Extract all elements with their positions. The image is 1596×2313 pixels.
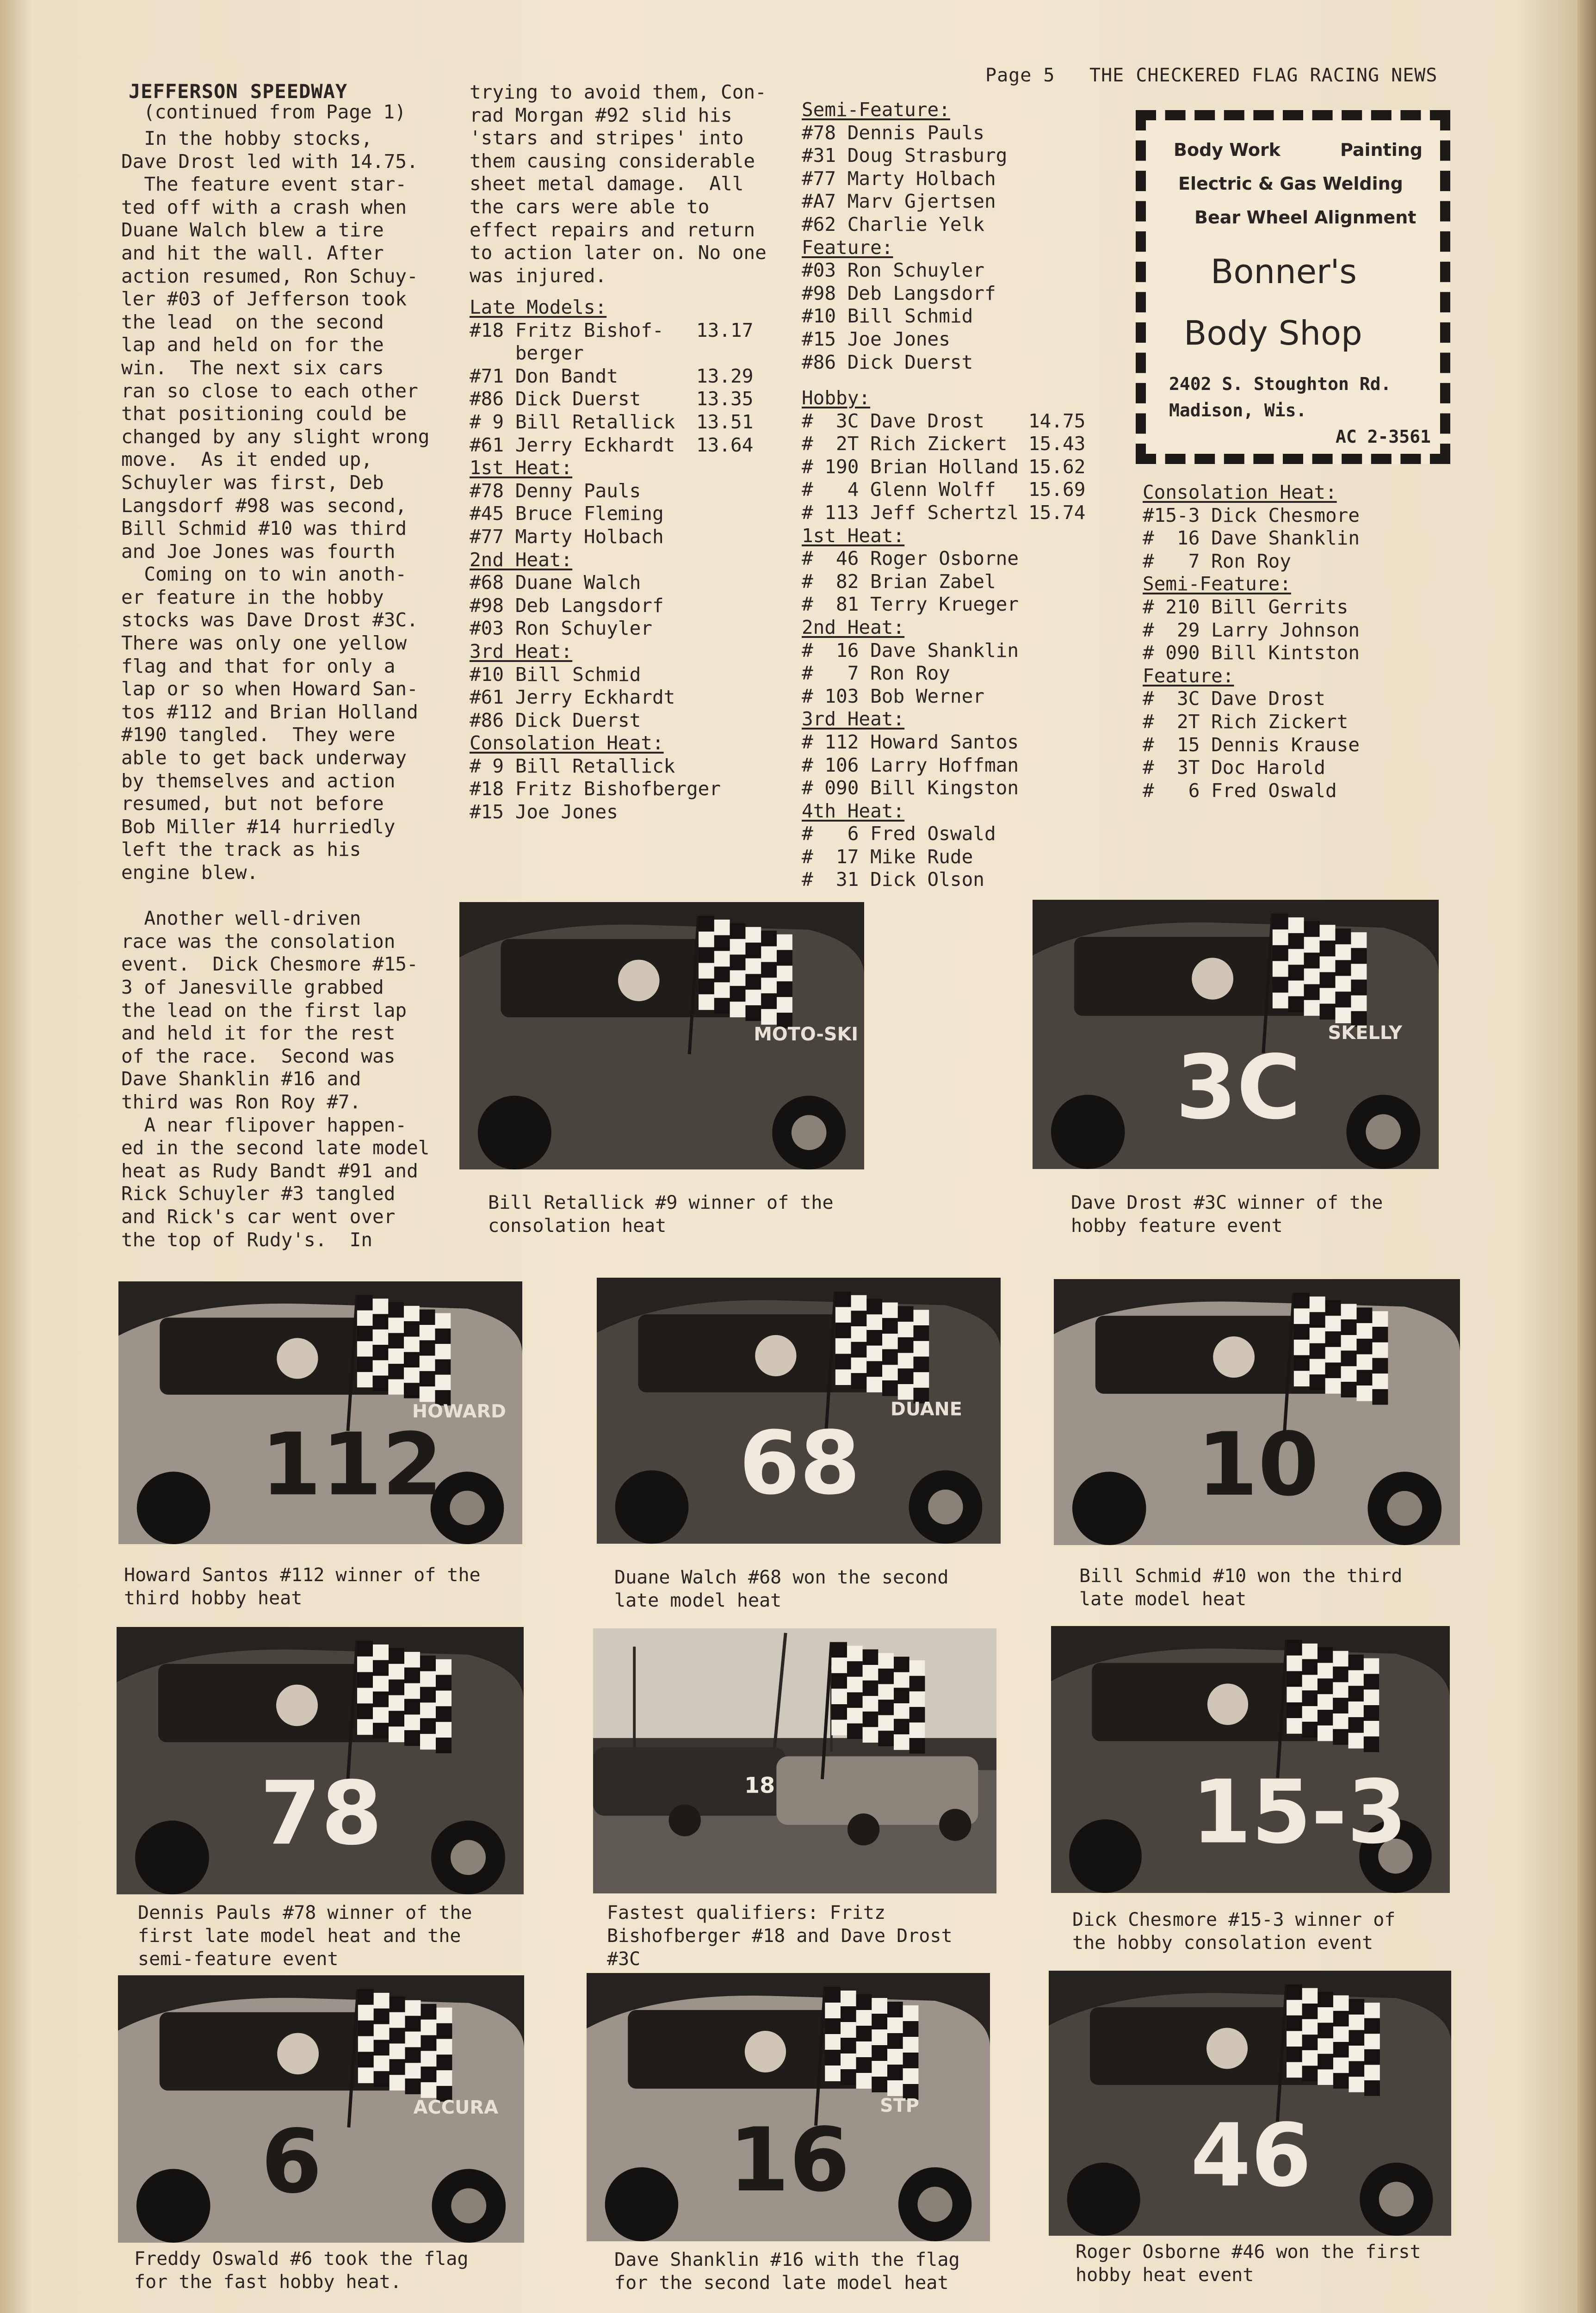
results-entry	[802, 190, 1107, 213]
race-photo	[1049, 1971, 1451, 2236]
qualifying-time: 14.75	[1028, 409, 1086, 432]
results-entry	[802, 593, 1107, 616]
text-line: and held it for the rest	[121, 1022, 396, 1045]
results-entry	[470, 388, 756, 411]
text-line: trying to avoid them, Con-	[470, 81, 767, 103]
car-number: 16	[729, 2109, 850, 2212]
results-entry-name: #15 Joe Jones	[470, 801, 618, 823]
race-photo	[597, 1278, 1001, 1544]
results-entry-name: # 7 Ron Roy	[1143, 550, 1291, 572]
results-entry-name: #03 Ron Schuyler	[802, 259, 984, 282]
results-entry-name: # 090 Bill Kingston	[802, 777, 1019, 799]
results-entry-name: # 3T Doc Harold	[1143, 756, 1325, 779]
text-line: event. Dick Chesmore #15-	[121, 953, 418, 976]
text-line: the cars were able to	[470, 195, 710, 218]
text-line: stocks was Dave Drost #3C.	[121, 609, 418, 631]
qualifying-time: 13.35	[696, 388, 754, 410]
car-decal: MOTO-SKI	[754, 1023, 859, 1045]
race-photo	[459, 902, 864, 1169]
race-photo	[1051, 1626, 1450, 1893]
results-entry-name: # 113 Jeff Schertzl	[802, 501, 1019, 524]
race-photo	[118, 1975, 524, 2243]
text-line: Duane Walch blew a tire	[121, 219, 384, 241]
car-number: 10	[1197, 1414, 1319, 1515]
results-entry	[802, 259, 1107, 282]
photo-caption: Bill Retallick #9 winner of the consolation heat	[488, 1192, 834, 1237]
text-line: lap and held on for the	[121, 334, 384, 356]
text-line: the lead on the first lap	[121, 999, 407, 1021]
results-entry-name: #61 Jerry Eckhardt	[470, 433, 675, 456]
results-entry	[470, 571, 756, 594]
qualifying-time: 13.64	[696, 433, 754, 456]
car-decal: SKELLY	[1328, 1022, 1402, 1044]
photo-caption: Howard Santos #112 winner of the third hobby heat	[124, 1565, 481, 1609]
photo-caption: Roger Osborne #46 won the first hobby heat event	[1076, 2241, 1421, 2286]
results-entry-name: # 15 Dennis Krause	[1143, 733, 1360, 756]
text-line: the top of Rudy's. In	[121, 1228, 373, 1251]
results-entry	[1143, 687, 1448, 711]
results-entry-name: #03 Ron Schuyler	[470, 617, 652, 640]
photo-caption: Bill Schmid #10 won the third late model heat	[1079, 1565, 1403, 1610]
results-entry-name: #68 Duane Walch	[470, 571, 641, 594]
results-section-heading	[802, 708, 1107, 731]
results-entry	[470, 502, 756, 526]
results-entry	[470, 342, 756, 365]
results-entry	[1143, 779, 1448, 803]
results-entry-name: # 9 Bill Retallick	[470, 410, 675, 433]
car-decal: HOWARD	[412, 1401, 506, 1422]
results-entry-name: # 6 Fred Oswald	[1143, 779, 1337, 802]
results-entry	[802, 501, 1107, 525]
results-entry	[470, 778, 756, 801]
results-entry-name: #45 Bruce Fleming	[470, 502, 664, 525]
results-entry-name: # 3C Dave Drost	[1143, 687, 1325, 710]
ad-shop-name-1: Bonner's	[1211, 252, 1357, 291]
results-entry-name: # 16 Dave Shanklin	[802, 639, 1019, 662]
results-entry-name: # 7 Ron Roy	[802, 662, 950, 685]
results-entry-name: #10 Bill Schmid	[802, 305, 973, 328]
car-number: 6	[261, 2110, 322, 2213]
text-line: them causing considerable	[470, 149, 755, 172]
results-entry	[470, 686, 756, 709]
publication-name: THE CHECKERED FLAG RACING NEWS	[1089, 65, 1438, 86]
photo-caption: Fastest qualifiers: Fritz Bishofberger #18 and Dave Drost #3C	[607, 1902, 953, 1970]
results-entry	[802, 639, 1107, 662]
text-line: changed by any slight wrong	[121, 425, 430, 448]
results-section-heading	[1143, 481, 1448, 504]
results-entry-name: #98 Deb Langsdorf	[802, 282, 996, 304]
results-entry-name: Consolation Heat:	[1143, 481, 1337, 503]
photo-caption: Dick Chesmore #15-3 winner of the hobby consolation event	[1072, 1909, 1396, 1954]
photo-caption: Dennis Pauls #78 winner of the first late model heat and the semi-feature event	[138, 1902, 472, 1970]
results-section-heading	[802, 525, 1107, 548]
text-line: #190 tangled. They were	[121, 724, 396, 746]
text-line: was injured.	[470, 264, 607, 287]
article-column-2	[470, 81, 767, 287]
ad-welding: Electric & Gas Welding	[1178, 173, 1403, 194]
qualifying-time: 13.17	[696, 319, 754, 341]
qualifying-time: 15.43	[1028, 433, 1086, 455]
results-entry	[470, 755, 756, 778]
photo-caption: Dave Shanklin #16 with the flag for the second late model heat	[614, 2249, 960, 2294]
ad-address-1: 2402 S. Stoughton Rd.	[1169, 374, 1392, 394]
results-entry	[802, 731, 1107, 754]
car-number: 3C	[1175, 1036, 1301, 1139]
page-edge	[1577, 0, 1596, 2313]
results-entry-name: # 81 Terry Krueger	[802, 593, 1019, 616]
bonners-body-shop-ad	[1136, 110, 1450, 464]
results-entry-name: #61 Jerry Eckhardt	[470, 686, 675, 709]
results-entry-name: # 29 Larry Johnson	[1143, 618, 1360, 641]
results-entry	[802, 823, 1107, 846]
results-entry	[802, 456, 1107, 479]
photo-caption: Duane Walch #68 won the second late model heat	[614, 1567, 949, 1611]
results-entry	[802, 846, 1107, 869]
text-line: that positioning could be	[121, 402, 407, 425]
results-entry-name: #18 Fritz Bishof-	[470, 319, 664, 341]
results-entry	[470, 617, 756, 640]
results-entry-name: 1st Heat:	[802, 524, 905, 547]
results-section-heading	[470, 640, 756, 663]
text-line: lap or so when Howard San-	[121, 678, 418, 700]
results-entry-name: # 82 Brian Zabel	[802, 570, 996, 593]
results-entry-name: Semi-Feature:	[1143, 573, 1291, 595]
results-entry-name: # 2T Rich Zickert	[1143, 710, 1349, 733]
text-line: Bob Miller #14 hurriedly	[121, 815, 396, 838]
text-line: 'stars and stripes' into	[470, 127, 744, 149]
photo-caption: Dave Drost #3C winner of the hobby feature event	[1071, 1192, 1383, 1237]
results-section-heading	[470, 296, 756, 319]
results-entry	[470, 365, 756, 388]
results-entry-name: # 210 Bill Gerrits	[1143, 595, 1349, 618]
late-model-feature-results	[802, 99, 1107, 374]
text-line: to action later on. No one	[470, 241, 767, 264]
text-line: engine blew.	[121, 861, 259, 884]
text-line: third was Ron Roy #7.	[121, 1090, 361, 1113]
text-line: win. The next six cars	[121, 356, 384, 379]
results-entry-name: # 3C Dave Drost	[802, 409, 984, 432]
results-section-heading	[1143, 665, 1448, 688]
text-line	[121, 884, 429, 908]
text-line: Langsdorf #98 was second,	[121, 494, 407, 517]
results-section-heading	[1143, 573, 1448, 596]
text-line: and Rick's car went over	[121, 1205, 396, 1228]
results-entry-name: # 4 Glenn Wolff	[802, 478, 996, 501]
results-entry-name: Late Models:	[470, 296, 607, 318]
race-photo	[587, 1973, 990, 2241]
text-line: The feature event star-	[121, 173, 407, 196]
results-entry-name: Hobby:	[802, 387, 871, 409]
car-number: 78	[260, 1762, 383, 1865]
text-line: ler #03 of Jefferson took	[121, 288, 407, 310]
results-entry	[802, 662, 1107, 685]
results-entry	[470, 709, 756, 732]
results-entry-name: # 46 Roger Osborne	[802, 547, 1019, 570]
results-entry-name: berger	[470, 342, 584, 365]
text-line: left the track as his	[121, 838, 361, 861]
results-entry-name: #31 Doug Strasburg	[802, 144, 1008, 167]
results-entry-name: #86 Dick Duerst	[470, 709, 641, 731]
text-line: ed in the second late model	[121, 1137, 430, 1159]
car-number: 15-3	[1191, 1762, 1407, 1863]
text-line: Rick Schuyler #3 tangled	[121, 1182, 396, 1205]
text-line: the lead on the second	[121, 310, 384, 333]
results-entry	[802, 328, 1107, 351]
results-entry-name: #86 Dick Duerst	[470, 388, 641, 410]
text-line: action resumed, Ron Schuy-	[121, 265, 418, 287]
text-line: flag and that for only a	[121, 655, 396, 677]
results-section-heading	[802, 616, 1107, 639]
results-entry-name: Feature:	[1143, 664, 1234, 687]
results-entry-name: # 6 Fred Oswald	[802, 823, 996, 845]
race-photo	[1033, 900, 1439, 1169]
results-entry-name: Semi-Feature:	[802, 99, 950, 121]
results-entry-name: #77 Marty Holbach	[802, 167, 996, 190]
car-number: 112	[260, 1415, 443, 1515]
results-entry-name: #62 Charlie Yelk	[802, 213, 984, 235]
results-entry-name: #10 Bill Schmid	[470, 663, 641, 686]
results-entry	[802, 433, 1107, 456]
results-section-heading	[802, 800, 1107, 823]
results-entry	[470, 526, 756, 549]
results-entry-name: # 16 Dave Shanklin	[1143, 527, 1360, 550]
text-line: 3 of Janesville grabbed	[121, 976, 384, 998]
results-entry-name: #18 Fritz Bishofberger	[470, 778, 721, 800]
ad-phone: AC 2-3561	[1336, 427, 1431, 447]
results-entry-name: #78 Dennis Pauls	[802, 121, 984, 144]
text-line: tos #112 and Brian Holland	[121, 700, 418, 723]
qualifying-time: 15.74	[1028, 501, 1086, 524]
qualifying-time: 15.69	[1028, 478, 1086, 501]
results-entry	[802, 144, 1107, 167]
race-photo	[117, 1627, 524, 1894]
results-entry-name: 2nd Heat:	[470, 548, 573, 571]
results-entry	[802, 351, 1107, 374]
results-entry-name: #98 Deb Langsdorf	[470, 594, 664, 617]
text-line: effect repairs and return	[470, 218, 755, 241]
results-entry	[802, 777, 1107, 800]
results-entry	[470, 801, 756, 824]
results-entry-name: 2nd Heat:	[802, 616, 905, 638]
text-line: Bill Schmid #10 was third	[121, 517, 407, 540]
results-entry	[470, 480, 756, 503]
text-line: er feature in the hobby	[121, 586, 384, 608]
text-line: Dave Shanklin #16 and	[121, 1068, 361, 1090]
results-entry-name: #78 Denny Pauls	[470, 479, 641, 502]
car-decal: DUANE	[890, 1398, 962, 1420]
race-photo	[1054, 1279, 1460, 1545]
text-line: Another well-driven	[121, 907, 361, 930]
results-entry-name: # 31 Dick Olson	[802, 868, 984, 891]
ad-body-work: Body Work	[1174, 140, 1281, 160]
results-entry	[1143, 711, 1448, 734]
results-entry	[802, 570, 1107, 594]
results-entry-name: #77 Marty Holbach	[470, 525, 664, 548]
results-entry	[802, 167, 1107, 191]
text-line: and Joe Jones was fourth	[121, 540, 396, 563]
results-entry	[1143, 596, 1448, 619]
text-line: In the hobby stocks,	[121, 127, 373, 149]
text-line: A near flipover happen-	[121, 1113, 407, 1136]
results-entry	[470, 411, 756, 434]
results-entry-name: # 2T Rich Zickert	[802, 433, 1008, 455]
car-number: 18	[744, 1773, 775, 1799]
text-line: Dave Drost led with 14.75.	[121, 150, 418, 173]
race-photo	[593, 1628, 996, 1893]
text-line: and hit the wall. After	[121, 241, 384, 264]
text-line: Coming on to win anoth-	[121, 563, 407, 586]
results-entry	[802, 122, 1107, 145]
results-section-heading	[802, 236, 1107, 260]
results-entry-name: #15 Joe Jones	[802, 328, 950, 350]
results-entry-name: # 103 Bob Werner	[802, 685, 984, 707]
results-entry-name: #86 Dick Duerst	[802, 351, 973, 373]
results-entry-name: 3rd Heat:	[802, 708, 905, 730]
results-entry-name: #15-3 Dick Chesmore	[1143, 504, 1360, 526]
results-section-heading	[802, 387, 1107, 410]
qualifying-time: 13.51	[696, 410, 754, 433]
results-section-heading	[470, 549, 756, 572]
results-entry	[1143, 734, 1448, 757]
text-line: move. As it ended up,	[121, 448, 373, 471]
results-entry-name: #71 Don Bandt	[470, 365, 618, 387]
results-entry	[802, 282, 1107, 305]
text-line: Schuyler was first, Deb	[121, 471, 384, 494]
results-entry	[1143, 504, 1448, 527]
results-entry-name: 4th Heat:	[802, 799, 905, 822]
results-entry	[1143, 550, 1448, 573]
text-line: resumed, but not before	[121, 792, 384, 815]
car-decal: ACCURA	[413, 2097, 498, 2118]
results-entry-name: # 17 Mike Rude	[802, 845, 973, 868]
text-line: ted off with a crash when	[121, 196, 407, 218]
results-entry	[802, 685, 1107, 708]
race-photo	[118, 1281, 522, 1544]
results-section-heading	[470, 457, 756, 480]
car-decal: STP	[880, 2095, 919, 2117]
ad-alignment: Bear Wheel Alignment	[1194, 207, 1417, 228]
text-line: rad Morgan #92 slid his	[470, 104, 732, 126]
results-entry	[802, 868, 1107, 891]
results-entry-name: # 190 Brian Holland	[802, 455, 1019, 478]
results-entry-name: Consolation Heat:	[470, 732, 664, 755]
page-number: Page 5	[985, 65, 1055, 86]
results-entry	[1143, 756, 1448, 779]
qualifying-time: 13.29	[696, 365, 754, 387]
results-entry-name: # 112 Howard Santos	[802, 730, 1019, 753]
text-line: ran so close to each other	[121, 379, 418, 402]
car-number: 68	[739, 1413, 860, 1514]
results-entry-name: 3rd Heat:	[470, 640, 573, 662]
results-entry	[470, 434, 756, 457]
text-line: heat as Rudy Bandt #91 and	[121, 1159, 418, 1182]
results-entry-name: # 106 Larry Hoffman	[802, 754, 1019, 776]
results-entry	[802, 754, 1107, 777]
ad-address-2: Madison, Wis.	[1169, 400, 1307, 421]
text-line: of the race. Second was	[121, 1045, 396, 1067]
text-line: able to get back underway	[121, 747, 407, 769]
results-entry-name: # 090 Bill Kintston	[1143, 642, 1360, 664]
ad-painting: Painting	[1340, 140, 1423, 160]
article-column-1	[121, 127, 429, 1251]
results-entry	[802, 547, 1107, 570]
results-section-heading	[470, 732, 756, 755]
results-entry-name: #A7 Marv Gjertsen	[802, 190, 996, 213]
results-entry-name: # 9 Bill Retallick	[470, 755, 675, 777]
results-entry	[802, 478, 1107, 501]
results-entry	[470, 663, 756, 686]
late-model-results	[470, 296, 756, 824]
photo-caption: Freddy Oswald #6 took the flag for the fast hobby heat.	[134, 2248, 469, 2293]
article-title: JEFFERSON SPEEDWAY	[129, 80, 348, 103]
results-entry	[1143, 527, 1448, 550]
results-entry	[802, 305, 1107, 328]
results-entry	[1143, 642, 1448, 665]
results-section-heading	[802, 99, 1107, 122]
car-number: 46	[1190, 2105, 1311, 2207]
text-line: sheet metal damage. All	[470, 173, 744, 195]
results-entry	[470, 319, 756, 342]
results-entry	[470, 594, 756, 618]
ad-shop-name-2: Body Shop	[1184, 314, 1362, 353]
results-entry-name: Feature:	[802, 236, 893, 259]
hobby-feature-results	[1143, 481, 1448, 802]
results-entry	[802, 213, 1107, 236]
results-entry-name: 1st Heat:	[470, 457, 573, 479]
article-continued: (continued from Page 1)	[143, 101, 406, 123]
text-line: There was only one yellow	[121, 632, 407, 655]
text-line: by themselves and action	[121, 769, 396, 792]
text-line: race was the consolation	[121, 930, 396, 952]
hobby-results	[802, 387, 1107, 891]
results-entry	[802, 410, 1107, 433]
results-entry	[1143, 619, 1448, 642]
qualifying-time: 15.62	[1028, 455, 1086, 478]
